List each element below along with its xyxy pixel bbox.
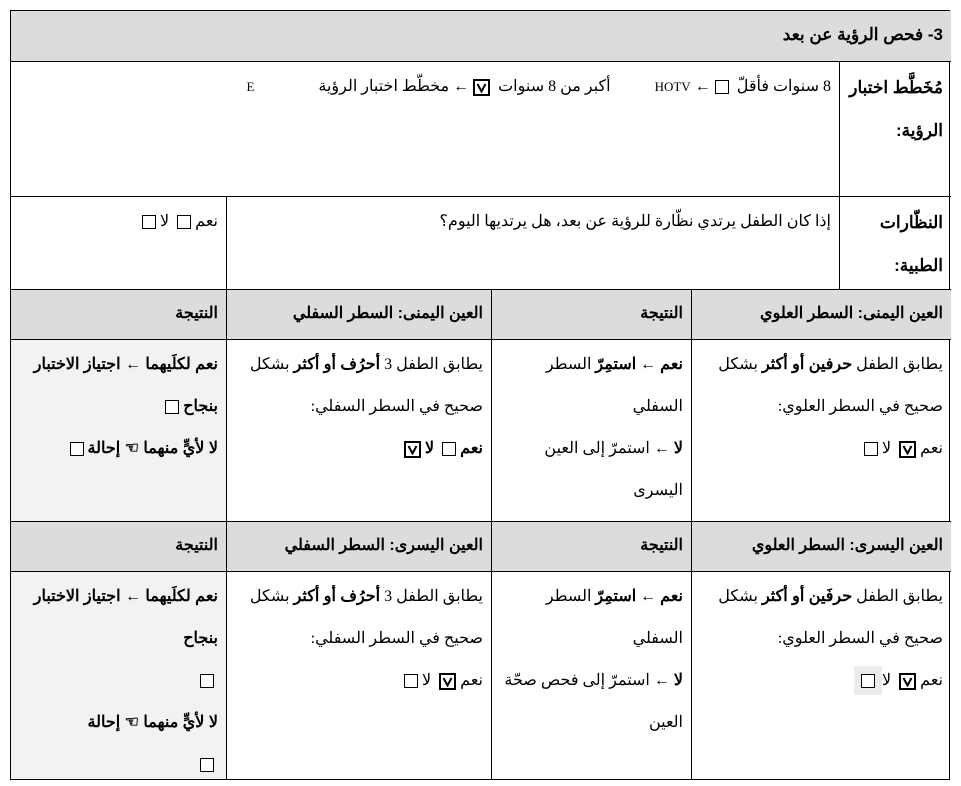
text: يطابق الطفل 3 [380, 356, 483, 373]
option-over8-label: أكبر من 8 سنوات [498, 78, 611, 95]
left-lower-cell [226, 571, 491, 779]
right-pass-checkbox[interactable] [165, 400, 179, 414]
refer-label: لا لأيٍّ منهما ☜ إحالة [87, 714, 218, 731]
glasses-yes-checkbox[interactable] [177, 215, 191, 229]
check-icon [902, 676, 913, 687]
yes-label: نعم [460, 440, 483, 457]
check-icon [407, 444, 418, 455]
vision-chart-label: مُخَطَّط اختبار الرؤية: [839, 61, 951, 196]
section-title: 3- فحص الرؤية عن بعد [11, 11, 951, 61]
text-bold: حرفَين أو أكثر [761, 588, 853, 605]
glasses-no-checkbox[interactable] [142, 215, 156, 229]
left-result1-cell [491, 571, 691, 779]
yes-label: نعم [460, 672, 483, 689]
glasses-question: إذا كان الطفل يرتدي نظّارة للرؤية عن بعد، هل يرتديها اليوم؟ [226, 196, 839, 289]
left-lower-yes-checkbox[interactable] [439, 673, 456, 690]
text: بشكل صحيح في السطر العلوي: [718, 356, 943, 415]
left-upper-header: العين اليسرى: السطر العلوي [691, 521, 951, 571]
text: يطابق الطفل 3 [380, 588, 483, 605]
right-refer-checkbox[interactable] [70, 442, 84, 456]
right-result1-cell [491, 339, 691, 521]
no-label: لا [882, 672, 892, 689]
no-label: لا [160, 213, 170, 230]
left-upper-cell [691, 571, 951, 779]
over8-checkbox[interactable] [473, 79, 490, 96]
vision-chart-options [11, 61, 839, 196]
text: يطابق الطفل [852, 588, 943, 605]
right-lower-yes-checkbox[interactable] [442, 442, 456, 456]
right-result2-header: النتيجة [11, 289, 226, 339]
left-lower-header: العين اليسرى: السطر السفلي [226, 521, 491, 571]
text: ← استمرّ إلى العين اليسرى [544, 440, 683, 499]
option-under8-label: 8 سنوات فأقلّ [736, 78, 831, 95]
text-bold: أحرُف أو أكثر [293, 356, 381, 373]
left-upper-yes-checkbox[interactable] [899, 673, 916, 690]
left-refer-checkbox[interactable] [200, 758, 214, 772]
yes-label: نعم [920, 440, 943, 457]
right-result1-header: النتيجة [491, 289, 691, 339]
right-upper-header: العين اليمنى: السطر العلوي [691, 289, 951, 339]
text: بشكل صحيح في السطر السفلي: [249, 588, 483, 647]
right-result2-cell [11, 339, 226, 521]
right-upper-no-checkbox[interactable] [864, 442, 878, 456]
pass-label: نعم لكلَيهما ← اجتياز الاختبار بنجاح [33, 356, 218, 415]
text-bold: أحرُف أو أكثر [293, 588, 381, 605]
check-icon [476, 82, 487, 93]
text: السطر السفلي [545, 588, 683, 647]
text: بشكل صحيح في السطر السفلي: [249, 356, 483, 415]
left-upper-no-checkbox[interactable] [861, 674, 875, 688]
arrow-icon: ← [694, 78, 711, 95]
refer-label: لا لأيٍّ منهما ☜ إحالة [87, 440, 218, 457]
vision-chart-name: مخطّط اختبار الرؤية [318, 78, 450, 95]
left-result1-header: النتيجة [491, 521, 691, 571]
right-lower-cell [226, 339, 491, 521]
text-bold: نعم [660, 356, 683, 373]
text-bold: لا [673, 440, 683, 457]
text: يطابق الطفل [852, 356, 943, 373]
left-lower-no-checkbox[interactable] [404, 674, 418, 688]
no-label: لا [425, 440, 435, 457]
text-bold: استمِرّ [595, 588, 637, 605]
right-lower-no-checkbox[interactable] [404, 441, 421, 458]
text-bold: لا [673, 672, 683, 689]
right-upper-cell [691, 339, 951, 521]
check-icon [902, 444, 913, 455]
left-result2-header: النتيجة [11, 521, 226, 571]
text: بشكل صحيح في السطر العلوي: [718, 588, 943, 647]
right-lower-header: العين اليمنى: السطر السفلي [226, 289, 491, 339]
hotv-label: HOTV [654, 79, 691, 94]
arrow-icon: ← [453, 78, 470, 95]
left-result2-cell [11, 571, 226, 779]
glasses-label: النظّارات الطبية: [839, 196, 951, 289]
text: ← استمرّ إلى فحص صحّة العين [504, 672, 683, 731]
pass-label: نعم لكلَيهما ← اجتياز الاختبار بنجاح [33, 588, 218, 647]
arrow-icon: ← [636, 356, 661, 373]
vision-test-form [10, 10, 950, 780]
glasses-answer [11, 196, 226, 289]
no-label: لا [882, 440, 892, 457]
yes-label: نعم [195, 213, 218, 230]
text-bold: حرفين أو أكثر [761, 356, 853, 373]
no-label: لا [422, 672, 432, 689]
arrow-icon: ← [636, 588, 661, 605]
text: السطر السفلي [545, 356, 683, 415]
left-pass-checkbox[interactable] [200, 674, 214, 688]
yes-label: نعم [920, 672, 943, 689]
e-chart-letter: E [246, 79, 255, 94]
check-icon [442, 676, 453, 687]
text-bold: استمِرّ [595, 356, 637, 373]
under8-checkbox[interactable] [715, 80, 729, 94]
text-bold: نعم [660, 588, 683, 605]
right-upper-yes-checkbox[interactable] [899, 441, 916, 458]
